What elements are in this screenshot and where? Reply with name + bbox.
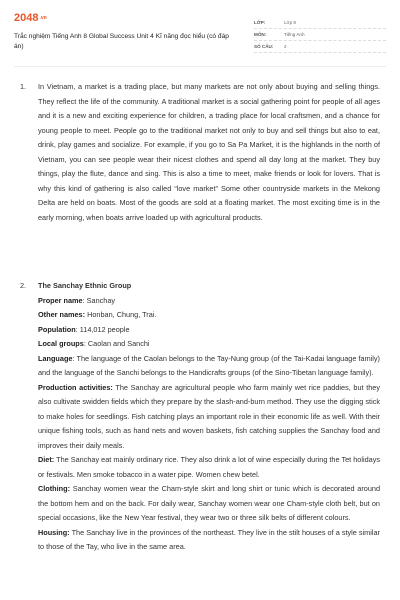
row-text: The Sanchay eat mainly ordinary rice. They also drink a lot of wine especially during the Tet holidays or festivals. Men smoke tobacco in a water pipe. Women chew betel. (38, 455, 380, 479)
info-row-diet (38, 453, 380, 482)
row-label: Other names: (38, 310, 86, 319)
question-passage (38, 279, 380, 555)
row-label: Local groups (38, 339, 84, 348)
meta-label: MÔN: (254, 32, 267, 37)
info-row-housing (38, 526, 380, 555)
question-number: 2. (20, 281, 27, 290)
row-text: Sanchay women wear the Cham-style skirt and long shirt or tunic which is decorated around the bottom hem and on the back. For daily wear, Sanchay women wear one Cham-style cloth belt, but on special occasions, like the New Year festival, they wear two or three silk belts of different colours. (38, 484, 381, 522)
meta-table (254, 17, 386, 53)
passage-title: The Sanchay Ethnic Group (38, 281, 132, 290)
row-text: The Sanchay are agricultural people who farm mainly wet rice paddies, but they also cultivate swidden fields which they prepare by the slash-and-burn method. They use the digging stick to make holes for seedlings. Fish catching plays an important role in their economic life as well. With their unique fishing tools, such as hand nets and woven baskets, fish catching supplies the Sanchay food and improves their daily meals. (38, 382, 380, 450)
question-1 (20, 80, 380, 225)
row-label: Diet: (38, 455, 55, 464)
row-text: Honban, Chung, Trai. (87, 310, 157, 319)
header-divider (14, 66, 386, 67)
info-row-other-names (38, 308, 380, 323)
info-row-clothing (38, 482, 380, 526)
info-row-local-groups: Local groups: Caolan and Sanchi (38, 339, 150, 348)
row-label: Proper name (38, 295, 83, 305)
question-2 (20, 279, 380, 555)
meta-value: Tiếng Anh (284, 32, 305, 37)
info-row-production (38, 381, 380, 454)
info-row-population: Population: 114,012 people (38, 324, 130, 334)
info-row-proper-name: Proper name: Sanchay (38, 295, 116, 305)
row-label: Housing: (38, 527, 70, 537)
header (14, 12, 386, 58)
row-label: Production activities: (38, 382, 113, 392)
row-label: Language (38, 353, 73, 363)
row-text: Caolan and Sanchi (87, 339, 150, 348)
meta-value: Lớp 8 (284, 20, 296, 25)
question-passage: In Vietnam, a market is a trading place, but many markets are not only about buying and selling things. They reflect the life of the community. A traditional market is a social gathering point for people of all ages and it is a new and exciting experience for children, a trading place for local craftsmen, and a chance for young people to meet. People go to the traditional market not only to buy and sell things but also to eat, drink, play games and socialize. For example, if you go to Sa Pa Market, it is the highlands in the north of Vietnam, you can see people wear their nicest clothes and spend all day long at the market. They buy things, play the flute, dance and sing. This is also a time to meet, make friends or look for lovers. That is why this kind of gathering is also called “love market” Some other countryside markets in the Mekong Delta are held on boats. Most of the goods are sold at a floating market. The most exciting time is in the early morning, when boats arrive loaded up with agricultural products. (38, 82, 380, 222)
meta-row-subject (254, 29, 386, 41)
row-label: Population (38, 324, 76, 334)
meta-label: LỚP: (254, 20, 266, 25)
logo-suffix: .vn (39, 15, 47, 22)
row-text: Sanchay (86, 295, 116, 305)
meta-row-grade (254, 17, 386, 29)
row-text: The language of the Caolan belongs to the Tay-Nung group (of the Tai-Kadai language family) and the language of the Sanchi belongs to the Handicrafts groups (of the Sino-Tibetan language family). (38, 353, 380, 377)
info-row-language: Language: The language of the Caolan belongs to the Tay-Nung group (of the Tai-Kadai language family) and the language of the Sanchi belongs to the Handicrafts groups (of the Sino-Tibetan language family). (38, 353, 380, 377)
page-title: Trắc nghiệm Tiếng Anh 8 Global Success Unit 4 Kĩ năng đọc hiểu (có đáp án) (14, 33, 229, 50)
question-number: 1. (20, 82, 27, 91)
row-label: Clothing: (38, 484, 71, 493)
site-logo[interactable] (14, 12, 47, 24)
meta-label: SỐ CÂU: (254, 44, 274, 49)
row-text: 114,012 people (79, 324, 130, 334)
meta-row-count (254, 41, 386, 53)
meta-value: 2 (284, 44, 287, 49)
logo-text: 2048 (14, 12, 39, 24)
row-text: The Sanchay live in the provinces of the northeast. They live in the stilt houses of a style similar to those of the Tay, who live in the same area. (38, 527, 380, 551)
